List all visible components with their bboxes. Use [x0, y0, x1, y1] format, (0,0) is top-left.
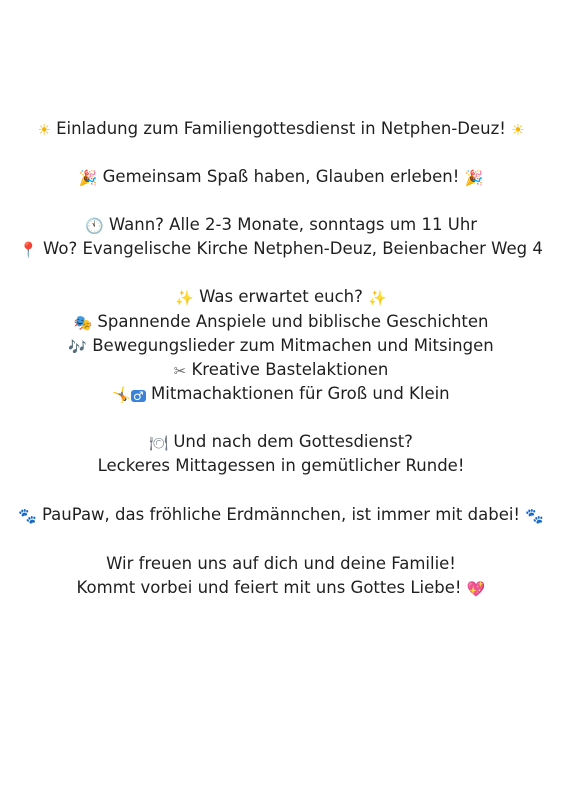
mascot-line [0, 504, 562, 526]
sun-icon: ☀ [511, 121, 525, 139]
expectations-heading-text: Was erwartet euch? [199, 287, 363, 306]
mascot-text: PauPaw, das fröhliche Erdmännchen, ist immer mit dabei! [41, 505, 521, 524]
when-line [0, 214, 562, 236]
plate-cutlery-icon: 🍽 [149, 434, 169, 452]
expectations-heading [0, 286, 562, 308]
closing-text: Kommt vorbei und feiert mit uns Gottes Liebe! [76, 578, 462, 597]
scissors-icon: ✂ [173, 362, 187, 380]
music-notes-icon: 🎶 [68, 338, 87, 356]
sparkling-heart-icon: 💖 [466, 580, 486, 598]
closing-line [0, 553, 562, 575]
closing-line [0, 577, 562, 599]
when-text: Wann? Alle 2-3 Monate, sonntags um 11 Uhr [108, 215, 478, 234]
paw-prints-icon: 🐾 [18, 507, 37, 525]
sparkles-icon: ✨ [175, 289, 194, 307]
after-service-question [0, 431, 562, 453]
expectation-item [0, 335, 562, 357]
theater-masks-icon: 🎭 [73, 314, 93, 332]
expectation-item-text: Mitmachaktionen für Groß und Klein [151, 384, 450, 403]
party-popper-icon: 🎉 [78, 169, 98, 187]
male-sign-icon: ♂ [133, 389, 144, 403]
invitation-headline [0, 118, 562, 140]
closing-text: Wir freuen uns auf dich und deine Familie! [106, 554, 456, 573]
motto-text: Gemeinsam Spaß haben, Glauben erleben! [102, 167, 460, 186]
expectation-item-text: Spannende Anspiele und biblische Geschichten [97, 312, 489, 331]
where-text: Wo? Evangelische Kirche Netphen-Deuz, Beienbacher Weg 4 [43, 239, 543, 258]
expectation-item [0, 359, 562, 381]
expectation-item-text: Bewegungslieder zum Mitmachen und Mitsingen [92, 336, 494, 355]
headline-text: Einladung zum Familiengottesdienst in Netphen-Deuz! [56, 119, 506, 138]
lunch-line [0, 455, 562, 477]
lunch-text: Leckeres Mittagessen in gemütlicher Runde! [97, 456, 465, 475]
expectation-item [0, 311, 562, 333]
location-pin-icon: 📍 [19, 241, 38, 259]
motto-line [0, 166, 562, 188]
sun-icon: ☀ [37, 121, 51, 139]
expectation-item [0, 383, 562, 405]
clock-icon: 🕚 [84, 217, 104, 235]
sparkles-icon: ✨ [368, 289, 387, 307]
after-service-question-text: Und nach dem Gottesdienst? [173, 432, 413, 451]
where-line [0, 238, 562, 260]
expectation-item-text: Kreative Bastelaktionen [191, 360, 389, 379]
paw-prints-icon: 🐾 [525, 507, 544, 525]
cartwheel-icon: 🤸 [112, 386, 132, 404]
party-popper-icon: 🎉 [464, 169, 484, 187]
